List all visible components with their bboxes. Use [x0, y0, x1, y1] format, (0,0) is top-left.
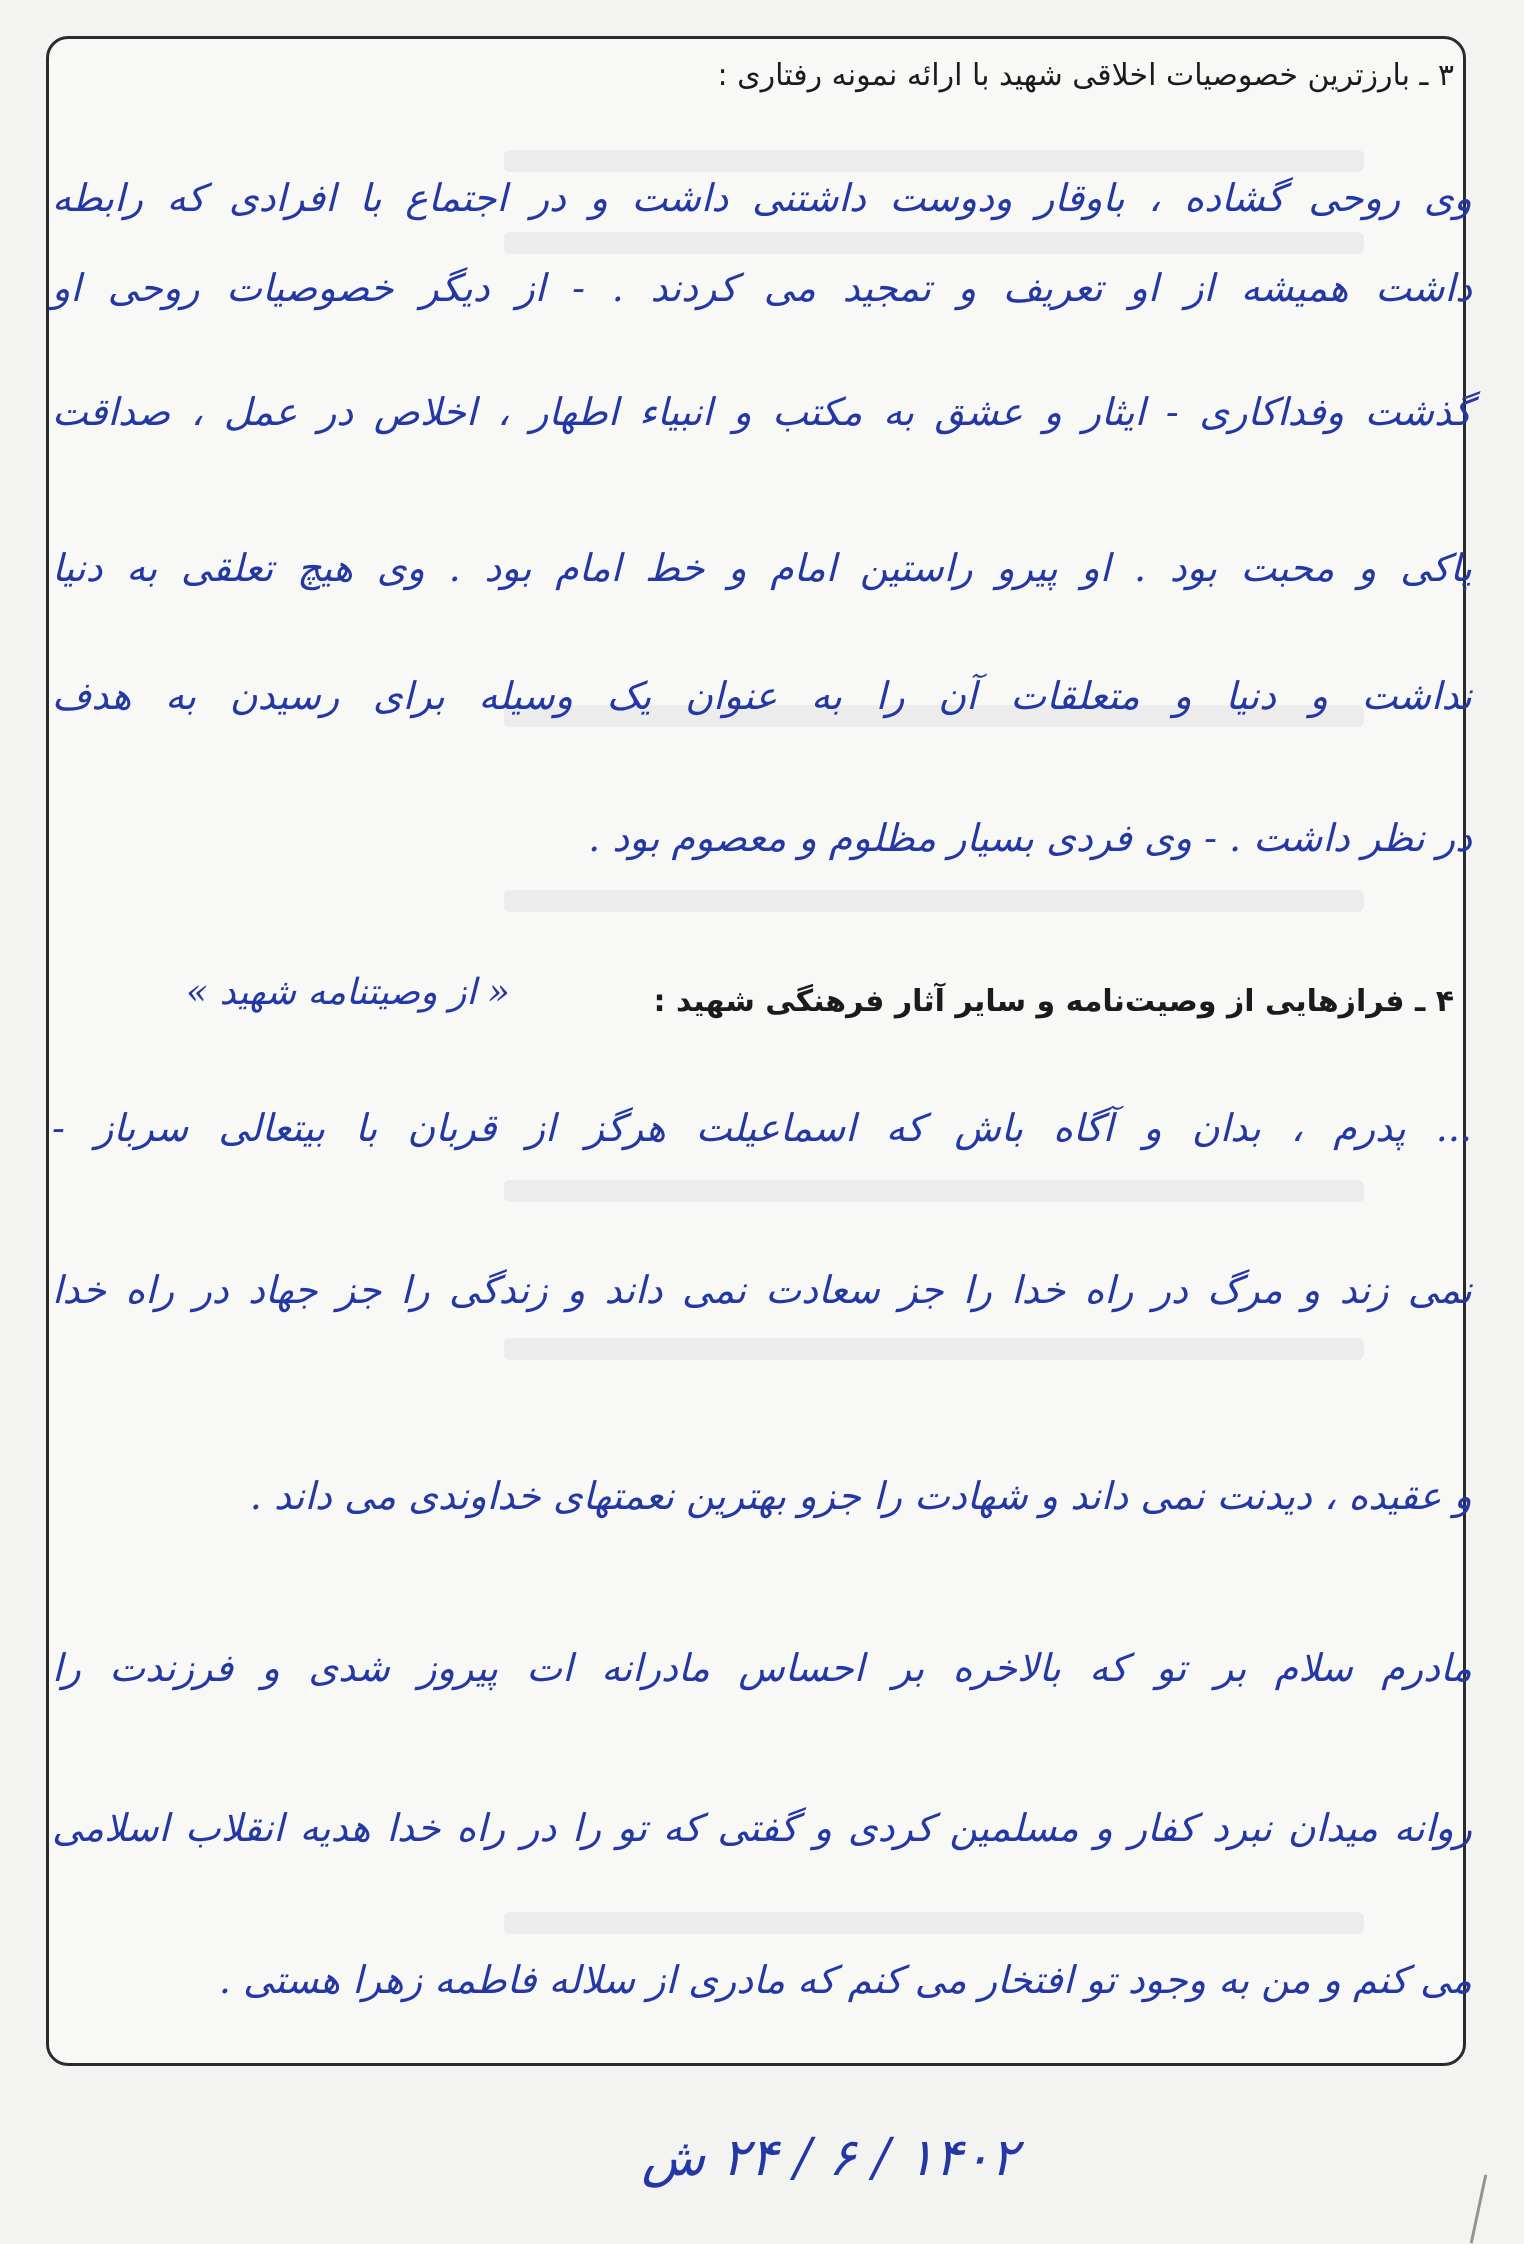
section3-line: پاکی و محبت بود . او پیرو راستین امام و خط امام بود . وی هیچ تعلقی به دنیا [52, 546, 1472, 590]
section3-heading: ۳ ـ بارزترین خصوصیات اخلاقی شهید با ارائه نمونه رفتاری : [717, 58, 1454, 93]
section4-line: و عقیده ، دیدنت نمی داند و شهادت را جزو بهترین نعمتهای خداوندی می داند . [249, 1474, 1472, 1518]
section4-line: می کنم و من به وجود تو افتخار می کنم که مادری از سلاله فاطمه زهرا هستی . [218, 1958, 1472, 2002]
bleed-through-line [504, 232, 1364, 254]
bleed-through-line [504, 1338, 1364, 1360]
section3-line: داشت همیشه از او تعریف و تمجید می کردند . - از دیگر خصوصیات روحی او [52, 266, 1472, 310]
section3-line: در نظر داشت . - وی فردی بسیار مظلوم و معصوم بود . [588, 816, 1472, 860]
section4-line: روانه میدان نبرد کفار و مسلمین کردی و گفتی که تو را در راه خدا هدیه انقلاب اسلامی [52, 1806, 1472, 1850]
handwritten-date: ۱۴۰۲ / ۶ / ۲۴ ش [641, 2128, 1019, 2188]
section3-line: گذشت وفداکاری - ایثار و عشق به مکتب و انبیاء اطهار ، اخلاص در عمل ، صداقت [52, 390, 1472, 434]
section4-handwritten-note: « از وصیتنامه شهید » [186, 972, 510, 1013]
section4-line: مادرم سلام بر تو که بالاخره بر احساس مادرانه ات پیروز شدی و فرزندت را [52, 1646, 1472, 1690]
bleed-through-line [504, 1180, 1364, 1202]
section3-line: وی روحی گشاده ، باوقار ودوست داشتنی داشت و در اجتماع با افرادی که رابطه [52, 176, 1472, 220]
document-frame [46, 36, 1466, 2066]
section4-line: ... پدرم ، بدان و آگاه باش که اسماعیلت هرگز از قربان با بیتعالی سرباز - [52, 1106, 1472, 1150]
bleed-through-line [504, 890, 1364, 912]
section4-line: نمی زند و مرگ در راه خدا را جز سعادت نمی داند و زندگی را جز جهاد در راه خدا [52, 1268, 1472, 1312]
bleed-through-line [504, 1912, 1364, 1934]
bleed-through-line [504, 150, 1364, 172]
page-corner-mark [1470, 2174, 1487, 2243]
section3-line: نداشت و دنیا و متعلقات آن را به عنوان یک وسیله برای رسیدن به هدف [52, 674, 1472, 718]
section4-heading: ۴ ـ فرازهایی از وصیت‌نامه و سایر آثار فرهنگی شهید : [653, 984, 1454, 1019]
